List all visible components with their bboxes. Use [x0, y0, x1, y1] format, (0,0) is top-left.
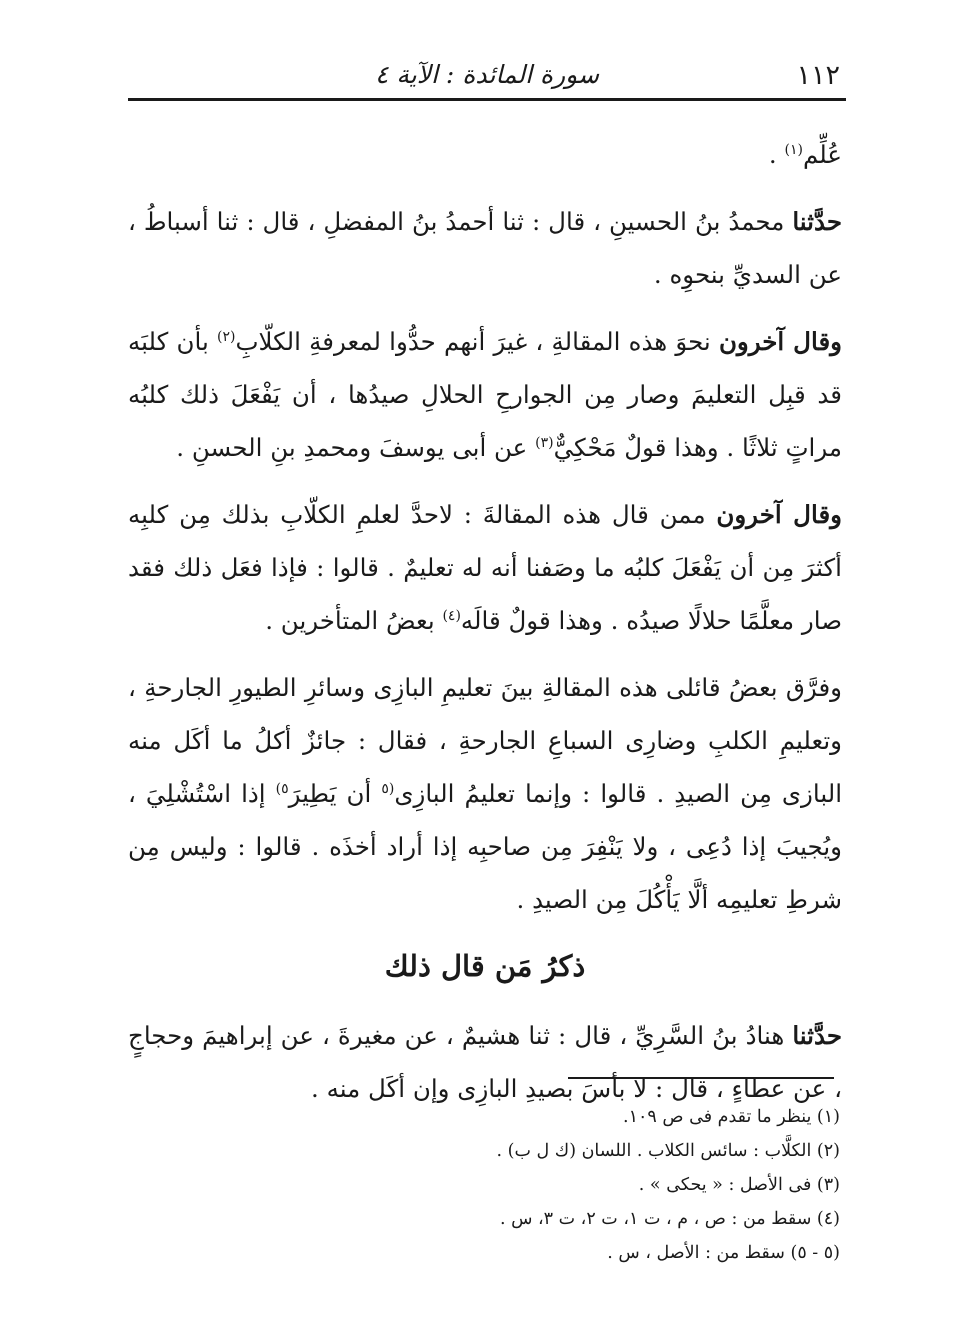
footnote-ref: (٣) — [535, 434, 554, 451]
footnote-ref: (١) — [784, 141, 803, 158]
footnote-ref: (٢) — [217, 328, 236, 345]
paragraph-text: محمدُ بنُ الحسينِ ، قال : ثنا أحمدُ بنُ المفضلِ ، قال : ثنا أسباطُ ، عن السديِّ بنحوِه . — [128, 207, 842, 289]
paragraph-5 — [128, 661, 842, 926]
paragraph-text: ممن قال هذه المقالةَ : لاحدَّ لعلمِ الكلّابِ بذلك مِن كلبِه أكثرَ مِن أن يَفْعَلَ كلبُه ما وصَفنا أنه له تعليمٌ . قالوا : فإذا فعَل ذلك فقد صار معلَّمًا حلالًا صيدُه . وهذا قولٌ قالَه — [128, 500, 842, 635]
paragraph-lead: حدَّثنا — [792, 1021, 842, 1050]
footnote-3: (٣) فى الأصل : « يحكى » . — [638, 1175, 840, 1195]
paragraph-text: عُلِّم — [802, 140, 842, 169]
footnote-ref: (٤) — [442, 607, 461, 624]
paragraph-lead: حدَّثنا — [792, 207, 842, 236]
paragraph-tail: بعضُ المتأخرين . — [265, 606, 443, 635]
section-heading: ذكرُ مَن قال ذلك — [384, 949, 586, 983]
footnote-2: (٢) الكلَّاب : سائس الكلاب . اللسان (ك ل ب) . — [496, 1141, 840, 1161]
footnote-1: (١) ينظر ما تقدم فى ص ١٠٩. — [623, 1107, 840, 1127]
paragraph-tail: إذا اسْتُشْلِيَ ، ويُجيبَ إذا دُعِى ، ولا يَنْفِرَ مِن صاحبِه إذا أراد أخذَه . قالوا : وليس مِن شرطِ تعليمِه ألَّا يَأْكُلَ مِن الصيدِ . — [128, 779, 842, 914]
footnote-ref: ٥) — [275, 780, 289, 797]
footnote-ref: (٥ — [381, 780, 395, 797]
paragraph-lead: وقال آخرون — [718, 327, 842, 356]
paragraph-text: نحوَ هذه المقالةِ ، غيرَ أنهم حدُّوا لمعرفةِ الكلّابِ — [235, 327, 719, 356]
footnote-5: (٥ - ٥) سقط من : الأصل ، س . — [607, 1243, 840, 1263]
page-number: ١١٢ — [796, 60, 840, 91]
paragraph-2 — [128, 195, 842, 301]
paragraph-4 — [128, 488, 842, 647]
paragraph-tail: . — [768, 140, 785, 169]
footnotes — [300, 1100, 840, 1270]
paragraph-tail: عن أبى يوسفَ ومحمدِ بنِ الحسنِ . — [176, 433, 536, 462]
footnote-rule — [568, 1077, 834, 1079]
footnote-4: (٤) سقط من : ص ، م ، ت ١، ت ٢، ت ٣، س . — [499, 1209, 840, 1229]
paragraph-tail: أن يَطِيرَ — [288, 779, 382, 808]
paragraph-lead: وقال آخرون — [716, 500, 842, 529]
paragraph-1 — [128, 128, 842, 181]
paragraph-text: وفرَّق بعضُ قائلى هذه المقالةِ بينَ تعليمِ البازِى وسائرِ الطيورِ الجارحةِ ، وتعليمِ الكلبِ وضارِى السباعِ الجارحةِ ، فقال : جائزٌ أكلُ ما أكَل منه البازى مِن الصيدِ . قالوا : وإنما تعليمُ البازِى — [128, 673, 842, 808]
page-header — [128, 52, 846, 98]
paragraph-text: هنادُ بنُ السَّرِيِّ ، قال : ثنا هشيمٌ ، عن مغيرةَ ، عن إبراهيمَ وحجاجٍ ، عن عطاءٍ ، قال : لا بأسَ بصيدِ البازِى وإن أكَل منه . — [128, 1021, 842, 1103]
main-text — [128, 128, 842, 1129]
header-rule — [128, 98, 846, 101]
paragraph-tail: بأن كلبَه قد قبِل التعليمَ وصار مِن الجوارحِ الحلالِ صيدُها ، أن يَفْعَلَ ذلك كلبُه مراتٍ ثلاثًا . وهذا قولٌ مَحْكِيٌّ — [128, 327, 842, 462]
paragraph-3 — [128, 315, 842, 474]
running-title: سورة المائدة : الآية ٤ — [374, 60, 600, 89]
